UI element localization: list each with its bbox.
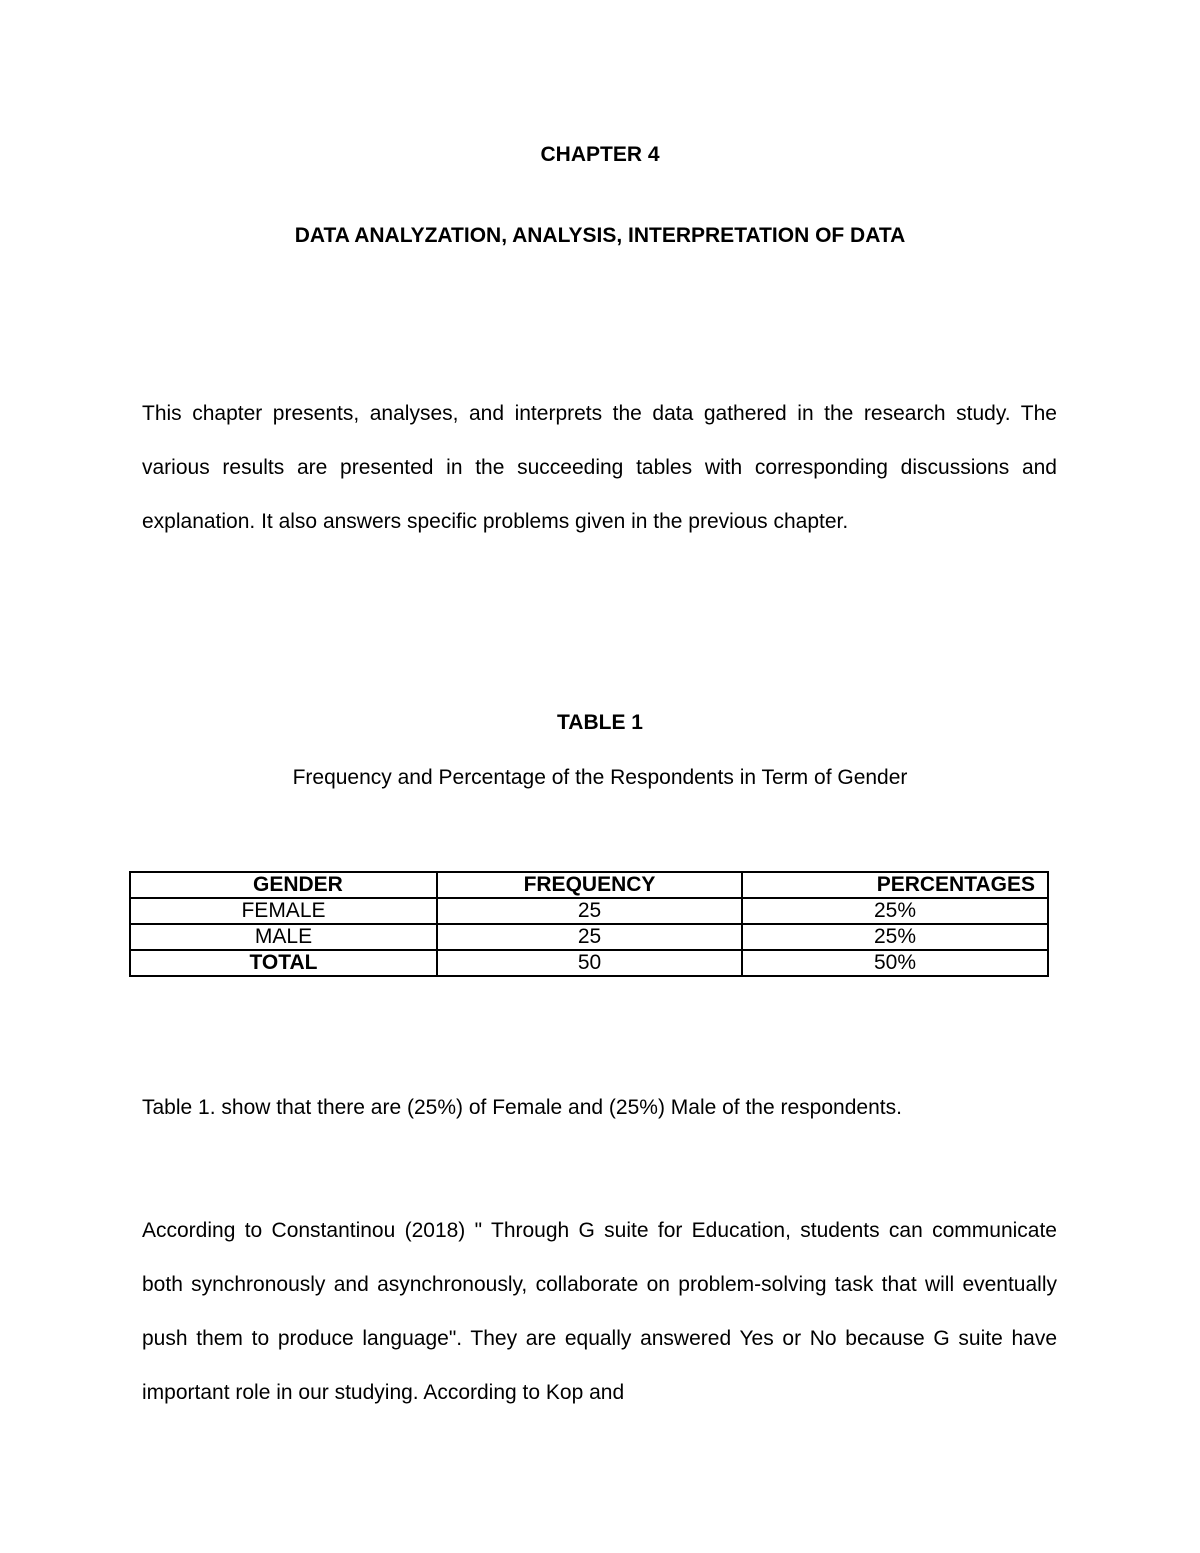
table-row: [130, 898, 1048, 924]
table-total-row: [130, 950, 1048, 976]
cell-frequency: 50: [437, 950, 742, 976]
cell-frequency: 25: [437, 898, 742, 924]
cell-gender: MALE: [130, 924, 437, 950]
cell-percentage: 25%: [742, 898, 1048, 924]
chapter-subtitle: DATA ANALYZATION, ANALYSIS, INTERPRETATION OF DATA: [294, 224, 906, 247]
intro-paragraph: This chapter presents, analyses, and interprets the data gathered in the research study. The various results are presented in the succeeding tables with corresponding discussions and explanation. It also answers specific problems given in the previous chapter.: [142, 402, 1057, 533]
chapter-title: CHAPTER 4: [540, 143, 660, 166]
table-title: TABLE 1: [557, 711, 643, 734]
table-caption: Frequency and Percentage of the Respondents in Term of Gender: [292, 766, 908, 789]
header-percentages: PERCENTAGES: [742, 872, 1048, 898]
table-row: [130, 924, 1048, 950]
cell-gender: FEMALE: [130, 898, 437, 924]
header-frequency: FREQUENCY: [437, 872, 742, 898]
summary-paragraph: Table 1. show that there are (25%) of Female and (25%) Male of the respondents.: [142, 1096, 902, 1119]
cell-gender: TOTAL: [130, 950, 437, 976]
cell-percentage: 25%: [742, 924, 1048, 950]
table-header-row: [130, 872, 1048, 898]
quote-paragraph: According to Constantinou (2018) " Through G suite for Education, students can communicate both synchronously and asynchronously, collaborate on problem-solving task that will eventually push them to produce language". They are equally answered Yes or No because G suite have important role in our studying. According to Kop and: [142, 1219, 1057, 1404]
gender-table: [129, 871, 1049, 977]
cell-frequency: 25: [437, 924, 742, 950]
header-gender: GENDER: [130, 872, 437, 898]
cell-percentage: 50%: [742, 950, 1048, 976]
